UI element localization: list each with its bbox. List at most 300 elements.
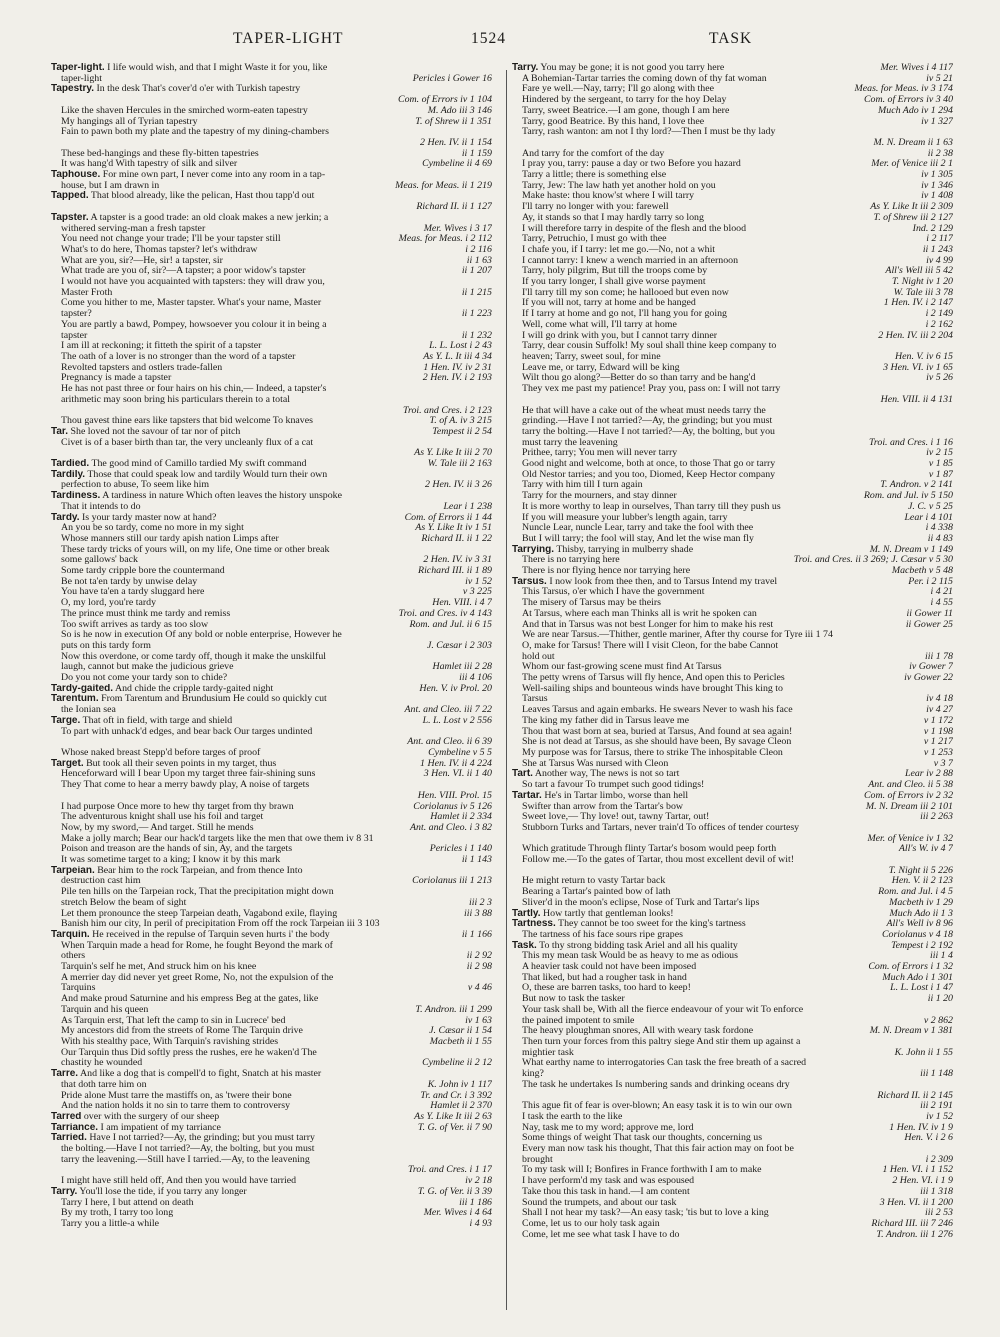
entry-text	[512, 523, 845, 533]
play-reference: Troi. and Cres. ii 3 269; J. Cæsar v 5 30	[791, 555, 953, 566]
play-reference: As Y. Like It iii 2 70	[411, 448, 492, 459]
entry-line	[51, 84, 492, 95]
entry-text	[512, 748, 875, 758]
quotation: There is nor flying hence nor tarrying here	[522, 566, 691, 577]
quotation: Nuncle Lear, nuncle Lear, tarry and take the fool with thee	[522, 523, 754, 534]
entry-text	[512, 598, 753, 608]
play-reference: iv 1 408	[918, 191, 953, 202]
quotation: I will therefore tarry in despite of the flesh and the blood	[522, 223, 747, 234]
entry-text	[512, 117, 796, 127]
entry-text	[51, 341, 353, 351]
play-reference: Hen. V. iv Prol. 20	[416, 684, 492, 695]
entry-text	[512, 941, 830, 951]
quotation: The heavy ploughman snores, All with weary task fordone	[522, 1026, 754, 1037]
quotation: Tarsus	[522, 694, 548, 705]
entry-line	[512, 513, 953, 524]
entry-text	[51, 406, 143, 416]
entry-line	[51, 513, 492, 524]
play-reference: v 1 217	[921, 737, 953, 748]
quotation: Some tardy cripple bore the countermand	[61, 566, 225, 577]
entry-text	[51, 577, 289, 587]
entry-line	[512, 930, 953, 941]
play-reference: i 2 162	[923, 320, 953, 331]
entry-line	[512, 1187, 953, 1198]
play-reference: Lear i 4 101	[901, 513, 953, 524]
play-reference: Mer. of Venice iii 2 1	[868, 159, 953, 170]
play-reference: ii 1 243	[920, 245, 953, 256]
entry-text	[512, 1133, 854, 1143]
entry-text	[51, 737, 143, 747]
entry-line	[51, 159, 492, 170]
play-reference: ii Gower 11	[904, 609, 953, 620]
entry-line	[512, 662, 953, 673]
entry-line	[512, 759, 953, 770]
entry-text	[51, 684, 365, 694]
play-reference: Meas. for Meas. ii 1 219	[392, 181, 492, 192]
entry-text	[512, 919, 838, 929]
entry-text	[51, 983, 187, 993]
entry-text	[51, 1112, 311, 1122]
entry-line	[51, 930, 492, 941]
play-reference: J. Cæsar ii 1 54	[426, 1026, 492, 1037]
entry-text	[51, 427, 332, 437]
entry-text	[51, 288, 204, 298]
quotation: stretch Below the beam of sight	[61, 897, 187, 908]
play-reference: Lear iv 2 88	[902, 769, 953, 780]
play-reference: v 3 7	[931, 759, 953, 770]
entry-text	[512, 384, 780, 394]
quotation: Thou that wast born at sea, buried at Tarsus, And found at sea again!	[522, 726, 793, 737]
quotation: You have ta'en a tardy sluggard here	[61, 587, 205, 598]
play-reference: 1 Hen. IV. ii 4 224	[417, 759, 492, 770]
quotation: king?	[522, 1069, 544, 1080]
entry-text	[51, 534, 371, 544]
entry-line	[512, 641, 953, 652]
play-reference: 1 Hen. IV. i 2 147	[881, 298, 953, 309]
quotation: That oft in field, with targe and shield	[82, 715, 233, 726]
entry-line	[512, 941, 953, 952]
headword: Tarried.	[51, 1133, 87, 1144]
quotation: You'll lose the tide, if you tarry any longer	[79, 1186, 247, 1197]
entry-line	[51, 1155, 492, 1166]
entry-line	[512, 416, 953, 427]
quotation: Follow me.—To the gates of Tartar, thou most excellent devil of wit!	[522, 855, 795, 866]
play-reference: Meas. for Meas. iv 3 174	[852, 84, 953, 95]
entry-text	[512, 973, 779, 983]
entry-line	[51, 855, 492, 866]
play-reference: Com. of Errors iv 3 40	[861, 95, 953, 106]
entry-line	[512, 737, 953, 748]
play-reference: All's Well iii 5 42	[882, 266, 953, 277]
page-number: 1524	[471, 30, 506, 47]
quotation: It was hang'd With tapestry of silk and silver	[61, 159, 238, 170]
headword: Tardy.	[51, 512, 80, 523]
play-reference: ii 1 232	[459, 331, 492, 342]
entry-text	[51, 587, 296, 597]
entry-text	[51, 1133, 315, 1143]
quotation: It is more worthy to leap in ourselves, Than tarry till they push us	[522, 501, 781, 512]
entry-line	[512, 74, 953, 85]
entry-line	[51, 534, 492, 545]
play-reference: L. L. Lost i 1 47	[887, 983, 953, 994]
quotation: Tarry, holy pilgrim, But till the troops come by	[522, 266, 708, 277]
quotation: Stubborn Turks and Tartars, never train'd To offices of tender courtesy	[522, 822, 800, 833]
quotation: Pregnancy is made a tapster	[61, 373, 172, 384]
quotation: Our Tarquin thus Did softly press the rushes, ere he waken'd The	[61, 1047, 317, 1058]
quotation: The petty wrens of Tarsus will fly hence, And open this to Pericles	[522, 673, 785, 684]
quotation: She at Tarsus Was nursed with Cleon	[522, 758, 669, 769]
entry-line	[51, 117, 492, 128]
play-reference: As Y. Like It iii 2 63	[411, 1112, 492, 1123]
entry-line	[51, 748, 492, 759]
entry-text	[512, 202, 761, 212]
quotation: And the nation holds it no sin to tarre them to controversy	[61, 1101, 291, 1112]
headword: Tartly.	[512, 908, 541, 919]
entry-text	[51, 887, 334, 897]
entry-text	[51, 930, 422, 940]
quotation: An you be so tardy, come no more in my sight	[61, 523, 244, 534]
quotation: Pride alone Must tarre the mastiffs on, as 'twere their bone	[61, 1090, 292, 1101]
quotation: And like a dog that is compell'd to fight, Snatch at his master	[80, 1069, 322, 1080]
quotation: If you tarry longer, I shall give worse payment	[522, 277, 706, 288]
entry-line	[51, 1198, 492, 1209]
entry-line	[51, 523, 492, 534]
entry-text	[512, 170, 758, 180]
play-reference: Ant. and Cleo. ii 6 39	[404, 737, 492, 748]
entry-line	[51, 823, 492, 834]
headword: Targe.	[51, 715, 81, 726]
quotation: There is no tarrying here	[522, 555, 620, 566]
play-reference: 3 Hen. VI. iv 1 65	[880, 363, 953, 374]
entry-text	[512, 662, 814, 672]
quotation: To thy strong bidding task Ariel and all his quality	[539, 940, 738, 951]
quotation: Every man now task his thought, That this fair action may on foot be	[522, 1144, 794, 1155]
entry-line	[512, 1026, 953, 1037]
play-reference: 2 Hen. VI. i 1 9	[889, 1176, 953, 1187]
entry-line	[512, 716, 953, 727]
entry-line	[512, 191, 953, 202]
entry-text	[51, 438, 313, 448]
entry-text	[51, 213, 328, 223]
entry-line	[51, 983, 492, 994]
entry-text	[51, 384, 326, 394]
entry-text	[512, 245, 807, 255]
quotation: And tarry for the comfort of the day	[522, 148, 665, 159]
entry-line	[51, 1112, 492, 1123]
entry-line	[512, 866, 953, 877]
entry-text	[512, 1123, 786, 1133]
entry-text	[512, 288, 821, 298]
entry-line	[51, 919, 492, 930]
entry-text	[512, 1112, 714, 1122]
quotation: Is your tardy master now at hand?	[82, 512, 217, 523]
entry-line	[512, 363, 953, 374]
entry-line	[51, 320, 492, 331]
entry-line	[512, 1123, 953, 1134]
play-reference: ii 1 143	[459, 855, 492, 866]
entry-text	[51, 609, 322, 619]
entry-line	[51, 555, 492, 566]
entry-line	[512, 1155, 953, 1166]
entry-line	[512, 170, 953, 181]
play-reference: Ant. and Cleo. i 3 82	[407, 823, 492, 834]
entry-line	[51, 416, 492, 427]
play-reference: 2 Hen. IV. iii 2 204	[875, 331, 953, 342]
entry-line	[512, 224, 953, 235]
quotation: Master Froth	[61, 287, 113, 298]
entry-line	[512, 1069, 953, 1080]
quotation: hold out	[522, 651, 555, 662]
play-reference: iv 4 99	[923, 256, 953, 267]
entry-text	[512, 213, 796, 223]
headword: Tarre.	[51, 1069, 79, 1080]
play-reference: 1 Hen. IV. iv 2 31	[420, 363, 492, 374]
quotation: Poison and treason are the hands of sin, Ay, and the targets	[61, 844, 293, 855]
play-reference: i 2 149	[923, 309, 953, 320]
entry-text	[512, 1005, 803, 1015]
play-reference: Cymbeline ii 2 12	[419, 1058, 492, 1069]
headword: Tart.	[512, 769, 533, 780]
entry-text	[512, 1165, 854, 1175]
entry-line	[51, 577, 492, 588]
play-reference: 2 Hen. IV. ii 1 154	[417, 138, 492, 149]
entry-line	[512, 523, 953, 534]
entry-text	[51, 823, 346, 833]
quotation: Leaves Tarsus and again embarks. He swears Never to wash his face	[522, 705, 793, 716]
quotation: These bed-hangings and these fly-bitten tapestries	[61, 148, 259, 159]
quotation: the pained impotent to smile	[522, 1015, 635, 1026]
quotation: I life would wish, and that I might Waste it for you, like	[107, 63, 328, 73]
entry-line	[51, 1037, 492, 1048]
entry-line	[512, 448, 953, 459]
entry-text	[512, 630, 833, 640]
entry-line	[512, 288, 953, 299]
play-reference: Ind. 2 129	[910, 224, 953, 235]
quotation: puts on this tardy form	[61, 640, 151, 651]
entry-line	[512, 331, 953, 342]
entry-line	[512, 480, 953, 491]
play-reference: T. Andron. iii 1 299	[412, 1005, 492, 1016]
entry-text	[512, 1230, 771, 1240]
entry-text	[512, 266, 799, 276]
entry-line	[512, 769, 953, 780]
play-reference: Mer. Wives i 4 117	[878, 63, 954, 74]
entry-line	[512, 630, 953, 641]
quotation: Banish him our city, In peril of precipitation From off the rock Tarpeian iii 3 103	[61, 919, 380, 930]
entry-text	[51, 470, 327, 480]
quotation: Sweet love,— Thy love! out, tawny Tartar, out!	[522, 812, 710, 823]
entry-text	[51, 416, 405, 426]
entry-line	[51, 769, 492, 780]
play-reference: Pericles i Gower 16	[410, 74, 492, 85]
play-reference: Richard II. ii 2 145	[874, 1091, 953, 1102]
play-reference: Rom. and Jul. i 4 5	[875, 887, 953, 898]
quotation: A tardiness in nature Which often leaves the history unspoke	[102, 491, 342, 502]
entry-text	[512, 577, 869, 587]
quotation: This ague fit of fear is over-blown; An easy task it is to win our own	[522, 1101, 792, 1112]
entry-line	[51, 1069, 492, 1080]
play-reference: iii 1 186	[456, 1198, 492, 1209]
entry-text	[51, 256, 315, 266]
entry-line	[51, 684, 492, 695]
entry-line	[512, 1133, 953, 1144]
play-reference: Com. of Errors iv 1 104	[395, 95, 492, 106]
entry-text	[51, 245, 349, 255]
headword: Tardily.	[51, 469, 86, 480]
play-reference: Troi. and Cres. i 1 16	[866, 438, 953, 449]
entry-line	[512, 106, 953, 117]
entry-text	[512, 727, 884, 737]
quotation: Thou gavest thine ears like tapsters that bid welcome To knaves	[61, 416, 313, 427]
entry-text	[512, 363, 772, 373]
quotation: A Bohemian-Tartar tarries the coming down of thy fat woman	[522, 73, 767, 84]
entry-line	[51, 1101, 492, 1112]
entry-text	[512, 898, 851, 908]
entry-text	[51, 1176, 388, 1186]
entry-line	[512, 234, 953, 245]
quotation: And chide the cripple tardy-gaited night	[114, 683, 274, 694]
entry-line	[51, 288, 492, 299]
quotation: Pile ten hills on the Tarpeian rock, That the precipitation might down	[61, 887, 334, 898]
quotation: I might have still held off, And then you would have tarried	[61, 1176, 297, 1187]
play-reference: v 1 87	[926, 470, 953, 481]
play-reference: i 4 21	[928, 587, 954, 598]
entry-line	[51, 170, 492, 181]
play-reference: ii 2 38	[925, 149, 953, 160]
quotation: Tarquin's self he met, And struck him on his knee	[61, 962, 257, 973]
entry-line	[512, 834, 953, 845]
quotation: That it intends to do	[61, 501, 141, 512]
entry-line	[51, 1016, 492, 1027]
entry-text	[51, 1016, 378, 1026]
entry-line	[51, 427, 492, 438]
quotation: Your task shall be, With all the fierce endeavour of your wit To enforce	[522, 1004, 804, 1015]
entry-line	[51, 138, 492, 149]
play-reference: iv 2 18	[462, 1176, 492, 1187]
entry-line	[512, 534, 953, 545]
play-reference: ii 1 223	[459, 309, 492, 320]
entry-text	[512, 277, 798, 287]
quotation: The task he undertakes Is numbering sands and drinking oceans dry	[522, 1079, 790, 1090]
quotation: You need not change your trade; I'll be your tapster still	[61, 234, 281, 245]
entry-line	[51, 213, 492, 224]
entry-text	[51, 149, 351, 159]
play-reference: ii 2 98	[464, 962, 492, 973]
play-reference: L. L. Lost v 2 556	[420, 716, 492, 727]
play-reference: v 2 862	[921, 1016, 953, 1027]
play-reference: iii 2 53	[922, 1208, 953, 1219]
quotation: They That come to hear a merry bawdy play, A noise of targets	[61, 780, 310, 791]
entry-text	[512, 534, 846, 544]
quotation: arithmetic may soon bring his particulars therein to a total	[61, 394, 290, 405]
quotation: O, my lord, you're tardy	[61, 598, 157, 609]
entry-line	[512, 245, 953, 256]
entry-text	[51, 673, 319, 683]
quotation: some gallows' back	[61, 555, 138, 566]
quotation: A heavier task could not have been imposed	[522, 962, 697, 973]
entry-text	[512, 1198, 768, 1208]
quotation: But took all their seven points in my target, thus	[86, 758, 277, 769]
entry-line	[512, 919, 953, 930]
entry-line	[51, 224, 492, 235]
entry-text	[512, 470, 867, 480]
play-reference: J. Cæsar i 2 303	[424, 641, 492, 652]
entry-line	[51, 245, 492, 256]
entry-text	[51, 962, 348, 972]
quotation: Too swift arrives as tardy as too slow	[61, 619, 209, 630]
entry-line	[51, 834, 492, 845]
entry-text	[512, 191, 786, 201]
entry-line	[512, 1058, 953, 1069]
entry-line	[512, 620, 953, 631]
quotation: If I tarry at home and go not, I'll hang you for going	[522, 309, 727, 320]
quotation: She is not dead at Tarsus, as she should have been, By savage Cleon	[522, 737, 792, 748]
entry-text	[512, 930, 775, 940]
entry-line	[512, 1230, 953, 1241]
quotation: Now this overdone, or come tardy off, though it make the unskilful	[61, 651, 327, 662]
quotation: Shall I not hear my task?—An easy task; 'tis but to love a king	[522, 1208, 769, 1219]
entry-text	[512, 320, 769, 330]
play-reference: Hamlet iii 2 28	[429, 662, 492, 673]
entry-text	[512, 555, 712, 565]
entry-text	[51, 1198, 286, 1208]
quotation: brought	[522, 1154, 553, 1165]
entry-text	[512, 138, 604, 148]
entry-line	[512, 320, 953, 331]
entry-line	[51, 352, 492, 363]
entry-line	[51, 662, 492, 673]
play-reference: 2 Hen. IV. ii 3 26	[422, 480, 492, 491]
quotation: They cannot be too sweet for the king's tartness	[558, 919, 746, 930]
entry-line	[51, 909, 492, 920]
play-reference: Per. i 2 115	[905, 577, 953, 588]
quotation: Well, come what will, I'll tarry at home	[522, 319, 677, 330]
entry-line	[51, 502, 492, 513]
entry-text	[512, 127, 775, 137]
entry-line	[51, 1091, 492, 1102]
entry-text	[51, 716, 324, 726]
entry-text	[512, 545, 785, 555]
quotation: How tartly that gentleman looks!	[543, 908, 674, 919]
play-reference: iii 2 191	[917, 1101, 953, 1112]
headword: Target.	[51, 758, 84, 769]
play-reference: M. Ado iii 3 146	[425, 106, 492, 117]
play-reference: Much Ado i 1 301	[879, 973, 953, 984]
quotation: My hangings all of Tyrian tapestry	[61, 116, 198, 127]
play-reference: Hen. V. iv 6 15	[892, 352, 953, 363]
entry-text	[512, 769, 771, 779]
quotation: tarry the leavening.—Still have I tarried.—Ay, to the leavening	[61, 1154, 310, 1165]
entry-line	[51, 341, 492, 352]
entry-text	[51, 1026, 395, 1036]
entry-text	[51, 802, 386, 812]
play-reference: Richard III. iii 7 246	[868, 1219, 953, 1230]
entry-line	[512, 1165, 953, 1176]
entry-text	[51, 973, 333, 983]
entry-line	[51, 844, 492, 855]
quotation: The misery of Tarsus may be theirs	[522, 598, 661, 609]
quotation: The tartness of his face sours ripe grapes	[522, 929, 683, 940]
entry-text	[512, 587, 796, 597]
entry-line	[51, 887, 492, 898]
quotation: That liked, but had a rougher task in hand	[522, 972, 687, 983]
entry-text	[51, 63, 327, 73]
play-reference: ii 1 63	[464, 256, 492, 267]
play-reference: L. L. Lost i 2 43	[426, 341, 492, 352]
entry-text	[51, 84, 300, 94]
entry-text	[51, 748, 352, 758]
quotation: Old Nestor tarries; and you too, Diomed, Keep Hector company	[522, 469, 776, 480]
